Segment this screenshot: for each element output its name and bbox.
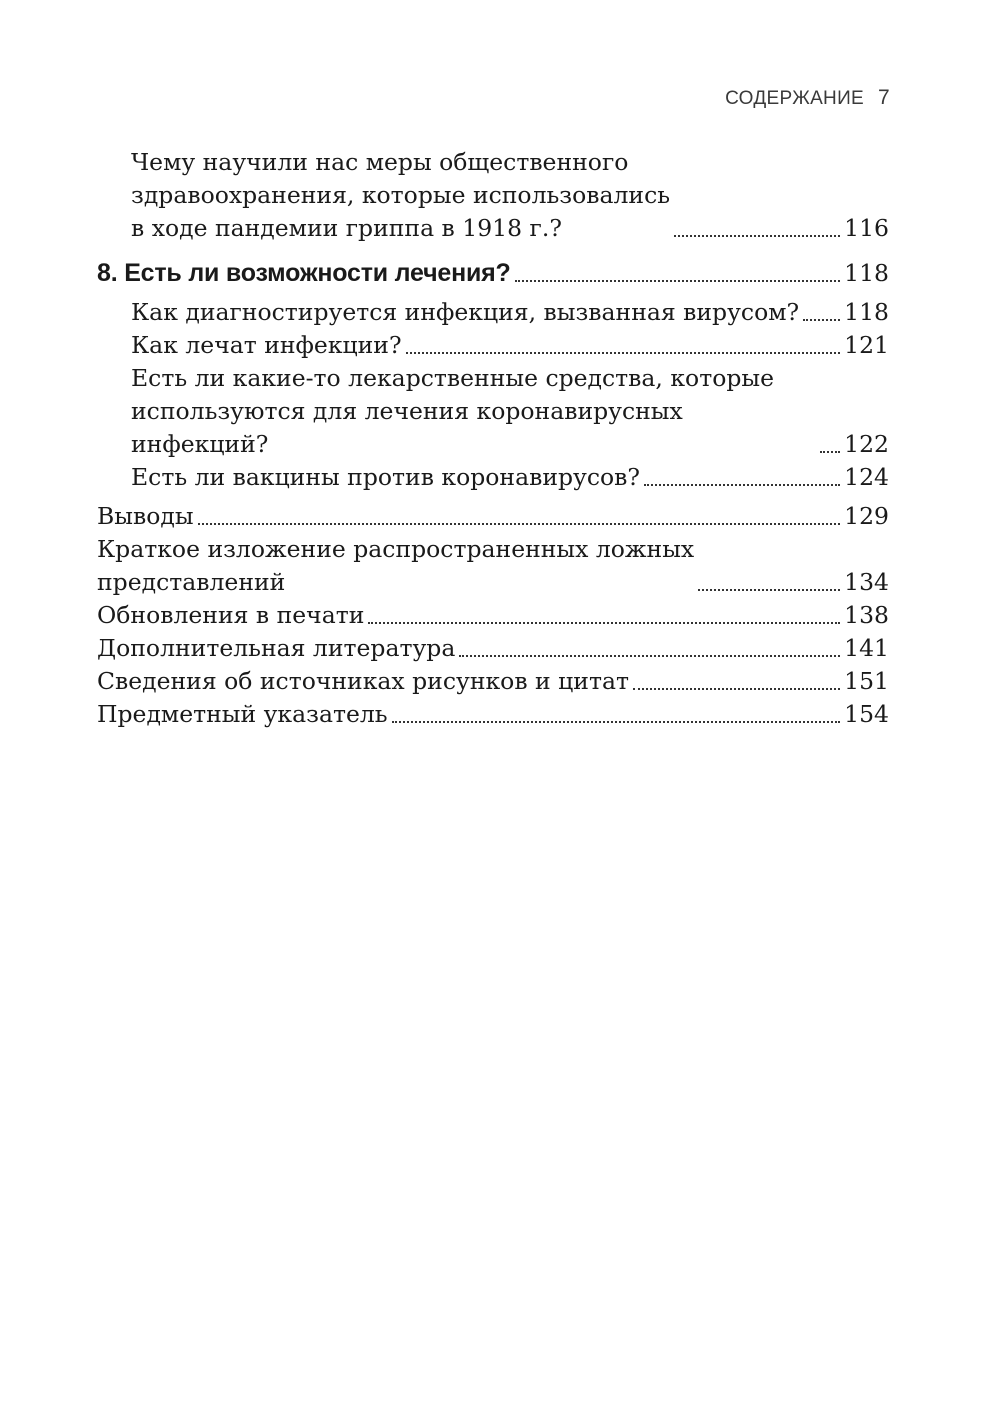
toc-entry-title: Сведения об источниках рисунков и цитат xyxy=(97,667,629,695)
dot-leader xyxy=(633,688,840,690)
toc-entry-title xyxy=(131,146,670,245)
toc-entry[interactable] xyxy=(97,146,889,245)
toc-entry[interactable] xyxy=(97,698,889,731)
dot-leader xyxy=(803,319,840,321)
toc-entry-title-line: представлений xyxy=(97,568,286,596)
toc-entry-title-line: используются для лечения коронавирусных инфекций? xyxy=(131,397,683,458)
toc-entry-page: 118 xyxy=(844,259,889,287)
toc-entry-page: 151 xyxy=(844,667,889,695)
dot-leader xyxy=(515,280,841,282)
toc-entry-page: 118 xyxy=(844,298,889,326)
toc-entry[interactable] xyxy=(97,329,889,362)
page-number: 7 xyxy=(878,86,890,109)
toc-entry-page: 138 xyxy=(844,601,889,629)
dot-leader xyxy=(674,235,840,237)
toc-entry-page: 124 xyxy=(844,463,889,491)
toc-entry[interactable] xyxy=(97,362,889,461)
toc-entry-page: 121 xyxy=(844,331,889,359)
toc-entry-title: Как лечат инфекции? xyxy=(131,331,402,359)
dot-leader xyxy=(820,451,840,453)
toc-entry-page: 129 xyxy=(844,502,889,530)
toc-entry-title-line: в ходе пандемии гриппа в 1918 г.? xyxy=(131,214,562,242)
dot-leader xyxy=(368,622,840,624)
toc-chapter-entry[interactable] xyxy=(97,257,889,290)
toc-entry-title: Есть ли вакцины против коронавирусов? xyxy=(131,463,641,491)
dot-leader xyxy=(406,352,841,354)
toc-chapter-title: 8. Есть ли возможности лечения? xyxy=(97,259,511,287)
toc-entry-page: 154 xyxy=(844,700,889,728)
toc-entry[interactable] xyxy=(97,665,889,698)
toc-entry[interactable] xyxy=(97,461,889,494)
table-of-contents xyxy=(97,146,889,731)
toc-entry-title: Выводы xyxy=(97,502,194,530)
dot-leader xyxy=(392,721,841,723)
toc-entry[interactable] xyxy=(97,500,889,533)
toc-entry-title-line: Есть ли какие-то лекарственные средства, которые xyxy=(131,364,775,392)
toc-entry[interactable] xyxy=(97,632,889,665)
toc-entry[interactable] xyxy=(97,533,889,599)
toc-entry-title: Дополнительная литература xyxy=(97,634,456,662)
dot-leader xyxy=(198,523,841,525)
toc-entry-title-line: Краткое изложение распространенных ложных xyxy=(97,535,695,563)
toc-entry-title: Как диагностируется инфекция, вызванная вирусом? xyxy=(131,298,800,326)
toc-entry[interactable] xyxy=(97,599,889,632)
toc-entry-page: 141 xyxy=(844,634,889,662)
toc-entry-title xyxy=(97,533,694,599)
section-title: СОДЕРЖАНИЕ xyxy=(725,88,865,109)
toc-entry-title-line: здравоохранения, которые использовались xyxy=(131,181,671,209)
dot-leader xyxy=(459,655,840,657)
toc-entry[interactable] xyxy=(97,296,889,329)
toc-entry-page: 116 xyxy=(844,214,889,242)
dot-leader xyxy=(644,484,840,486)
toc-entry-page: 122 xyxy=(844,430,889,458)
running-head xyxy=(725,86,890,110)
toc-entry-title: Предметный указатель xyxy=(97,700,388,728)
dot-leader xyxy=(698,589,840,591)
toc-entry-title: Обновления в печати xyxy=(97,601,365,629)
toc-entry-title xyxy=(131,362,816,461)
toc-entry-title-line: Чему научили нас меры общественного xyxy=(131,148,629,176)
toc-entry-page: 134 xyxy=(844,568,889,596)
